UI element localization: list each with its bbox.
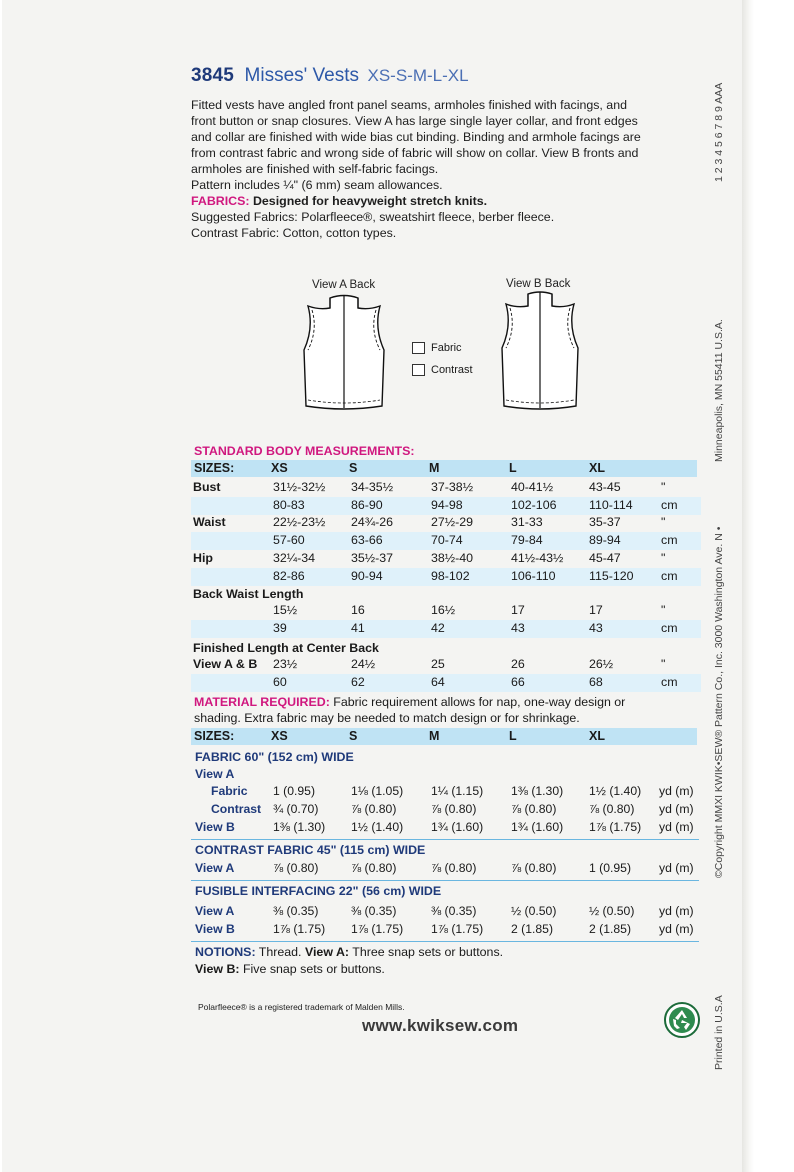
table-cell: 1½ (1.40) [351,820,404,834]
table-cell: 15½ [273,603,298,617]
unit-cell: yd (m) [659,784,694,798]
pattern-number: 3845 [191,65,235,86]
table-row [191,602,701,620]
description-line: armholes are finished with self-fabric facings. [191,162,439,176]
pattern-name: Misses' Vests [244,65,360,86]
unit-cell: yd (m) [659,922,694,936]
publisher-address-city: Minneapolis, MN 55411 U.S.A. [713,319,725,462]
table-cell: 42 [431,621,445,635]
size-header-l: L [509,461,517,475]
row-label: Waist [193,515,226,529]
unit-cell: " [661,603,666,617]
table-cell: 27½-29 [431,515,474,529]
view-a-back-illustration [294,292,394,414]
fabrics-heading: FABRICS: [191,194,250,208]
row-label: View A [195,861,235,875]
copyright-notice: ©Copyright MMXI KWIK•SEW® Pattern Co., Inc. 3000 Washington Ave. N • [713,526,725,878]
table-cell: 31-33 [511,515,543,529]
table-row [191,860,701,877]
table-cell: ¾ (0.70) [273,802,319,816]
size-header-l: L [509,729,517,743]
material-heading: MATERIAL REQUIRED: [194,695,330,709]
unit-cell: cm [661,498,678,512]
table-cell: 41 [351,621,365,635]
row-label: Contrast [211,802,262,816]
table-row [191,656,701,674]
table-cell: ⅜ (0.35) [351,904,397,918]
unit-cell: yd (m) [659,861,694,875]
table-cell: ⅜ (0.35) [431,904,477,918]
table-cell: 57-60 [273,533,305,547]
row-label: View A [195,904,235,918]
table-cell: ½ (0.50) [589,904,635,918]
figure-legend [412,337,473,381]
table-row [191,674,701,692]
unit-cell: yd (m) [659,802,694,816]
table-row [191,801,701,818]
table-cell: 80-83 [273,498,305,512]
fabric-60-title: FABRIC 60" (152 cm) WIDE [195,750,354,764]
notions-view-a-text: Three snap sets or buttons. [352,945,504,959]
notions-section [195,944,503,978]
size-header-label: SIZES: [194,461,235,475]
table-row [191,783,701,800]
row-label: Hip [193,551,213,565]
size-header-label: SIZES: [194,729,235,743]
table-cell: ⅜ (0.35) [273,904,319,918]
size-header-m: M [429,729,440,743]
notions-view-a-label: View A: [304,945,350,959]
table-cell: 35½-37 [351,551,394,565]
table-cell: 1⅞ (1.75) [351,922,404,936]
table-cell: ⅞ (0.80) [273,861,319,875]
table-cell: 115-120 [589,569,634,583]
view-b-back-label: View B Back [506,278,571,290]
table-cell: 102-106 [511,498,557,512]
table-cell: 39 [273,621,287,635]
table-cell: 34-35½ [351,480,394,494]
table-cell: 38½-40 [431,551,474,565]
table-row [191,921,701,938]
section-divider [191,839,699,840]
table-cell: 1 (0.95) [273,784,316,798]
table-cell: 1⅞ (1.75) [589,820,642,834]
unit-cell: cm [661,675,678,689]
row-label: View A [195,767,235,781]
table-cell: 43 [589,621,603,635]
table-cell: 45-47 [589,551,621,565]
material-intro [194,694,704,726]
suggested-fabrics: Suggested Fabrics: Polarfleece®, sweatshirt fleece, berber fleece. [191,210,555,224]
table-cell: 24½ [351,657,376,671]
table-cell: 1¼ (1.15) [431,784,484,798]
unit-cell: " [661,551,666,565]
contrast-fabric: Contrast Fabric: Cotton, cotton types. [191,226,397,240]
size-header-xl: XL [589,729,605,743]
table-cell: ½ (0.50) [511,904,557,918]
table-cell: 17 [589,603,603,617]
size-header-xs: XS [271,729,288,743]
notions-line-1 [195,944,503,961]
trademark-note: Polarfleece® is a registered trademark of Malden Mills. [198,1002,405,1012]
table-cell: 98-102 [431,569,470,583]
table-row [191,766,701,783]
fabrics-text: Designed for heavyweight stretch knits. [252,194,488,208]
envelope-fold-edge [742,0,754,1172]
table-cell: 70-74 [431,533,463,547]
table-cell: 1½ (1.40) [589,784,642,798]
unit-cell: cm [661,621,678,635]
table-cell: ⅞ (0.80) [511,861,557,875]
table-cell: 16 [351,603,365,617]
legend-contrast [412,359,473,381]
size-header-s: S [349,461,358,475]
table-cell: 23½ [273,657,298,671]
table-cell: 31½-32½ [273,480,326,494]
row-label: View B [195,922,235,936]
table-cell: ⅞ (0.80) [511,802,557,816]
size-header-s: S [349,729,358,743]
table-cell: 1⅞ (1.75) [273,922,326,936]
table-cell: 2 (1.85) [511,922,554,936]
finished-length-title: Finished Length at Center Back [193,641,379,655]
table-cell: ⅞ (0.80) [431,802,477,816]
table-cell: 66 [511,675,525,689]
table-cell: 24¾-26 [351,515,394,529]
table-row [191,532,701,550]
printed-in-note: Printed in U.S.A [713,995,725,1070]
table-row [191,903,701,920]
measurements-title: STANDARD BODY MEASUREMENTS: [194,444,415,458]
table-cell: 26 [511,657,525,671]
unit-cell: " [661,657,666,671]
fabrics-line [191,193,701,209]
pattern-size-range: XS-S-M-L-XL [367,66,469,85]
description-line: and collar are finished with wide bias cut binding. Binding and armhole facings are [191,130,641,144]
table-cell: ⅞ (0.80) [351,861,397,875]
table-row [191,479,701,497]
unit-cell: cm [661,533,678,547]
table-cell: 63-66 [351,533,383,547]
row-label: Bust [193,480,221,494]
pattern-title [191,65,469,87]
description-line: front button or snap closures. View A has large single layer collar, and front edges [191,114,638,128]
table-cell: 37-38½ [431,480,474,494]
unit-cell: yd (m) [659,820,694,834]
table-cell: 64 [431,675,445,689]
table-cell: 1¾ (1.60) [431,820,484,834]
table-cell: 16½ [431,603,456,617]
table-cell: 62 [351,675,365,689]
table-cell: 40-41½ [511,480,554,494]
table-cell: 1⅜ (1.30) [511,784,564,798]
table-cell: 90-94 [351,569,383,583]
view-b-back-illustration [492,290,588,414]
table-cell: 22½-23½ [273,515,326,529]
table-cell: ⅞ (0.80) [351,802,397,816]
notions-thread: Thread. [258,945,302,959]
back-waist-title: Back Waist Length [193,587,304,601]
legend-contrast-label: Contrast [431,364,473,376]
table-row [191,497,701,515]
unit-cell: yd (m) [659,904,694,918]
notions-view-b-text: Five snap sets or buttons. [242,962,385,976]
table-row [191,620,701,638]
print-code-digits: 1 2 3 4 5 6 7 8 9 AAA [713,82,725,182]
table-cell: 82-86 [273,569,305,583]
size-header-xl: XL [589,461,605,475]
section-divider [191,880,699,881]
pattern-description [191,97,701,241]
row-label: View B [195,820,235,834]
fusible-interfacing-title: FUSIBLE INTERFACING 22" (56 cm) WIDE [195,884,442,898]
table-row [191,514,701,532]
view-a-back-label: View A Back [312,279,376,291]
table-cell: 1⅞ (1.75) [431,922,484,936]
table-cell: 68 [589,675,603,689]
legend-fabric-label: Fabric [431,342,462,354]
unit-cell: cm [661,569,678,583]
website-link[interactable]: www.kwiksew.com [362,1016,519,1035]
unit-cell: " [661,480,666,494]
row-label: View A & B [193,657,258,671]
seam-allowance-note: Pattern includes ¼" (6 mm) seam allowances. [191,178,443,192]
description-line: from contrast fabric and wrong side of fabric will show on collar. View B fronts and [191,146,639,160]
contrast-45-title: CONTRAST FABRIC 45" (115 cm) WIDE [195,843,426,857]
table-cell: 1¾ (1.60) [511,820,564,834]
table-cell: 1⅜ (1.30) [273,820,326,834]
row-label: Fabric [211,784,248,798]
contrast-swatch-icon [412,364,425,376]
table-cell: 89-94 [589,533,621,547]
table-cell: 60 [273,675,287,689]
size-header-xs: XS [271,461,288,475]
table-cell: 86-90 [351,498,383,512]
unit-cell: " [661,515,666,529]
table-cell: 26½ [589,657,614,671]
table-cell: 1 (0.95) [589,861,632,875]
table-cell: 110-114 [589,498,633,512]
description-line: Fitted vests have angled front panel seams, armholes finished with facings, and [191,98,627,112]
table-cell: 2 (1.85) [589,922,632,936]
table-cell: 106-110 [511,569,556,583]
table-cell: 43-45 [589,480,621,494]
table-cell: 35-37 [589,515,621,529]
table-row [191,550,701,568]
table-cell: 41½-43½ [511,551,564,565]
table-cell: 32¼-34 [273,551,316,565]
table-row [191,819,701,836]
notions-heading: NOTIONS: [195,945,256,959]
table-cell: 43 [511,621,525,635]
legend-fabric [412,337,473,359]
material-text-1: Fabric requirement allows for nap, one-way design or [333,695,626,709]
notions-view-b-label: View B: [195,962,240,976]
recycle-icon [664,1002,700,1038]
table-cell: 17 [511,603,525,617]
table-cell: 25 [431,657,445,671]
notions-line-2 [195,961,503,978]
table-cell: ⅞ (0.80) [431,861,477,875]
table-cell: 1⅛ (1.05) [351,784,404,798]
measurements-size-header [191,460,697,477]
table-cell: ⅞ (0.80) [589,802,635,816]
table-cell: 79-84 [511,533,543,547]
table-row [191,568,701,586]
material-text-2: shading. Extra fabric may be needed to match design or for shrinkage. [194,711,580,725]
size-header-m: M [429,461,440,475]
section-divider [191,941,699,942]
material-size-header [191,728,697,745]
table-cell: 94-98 [431,498,463,512]
fabric-swatch-icon [412,342,425,354]
